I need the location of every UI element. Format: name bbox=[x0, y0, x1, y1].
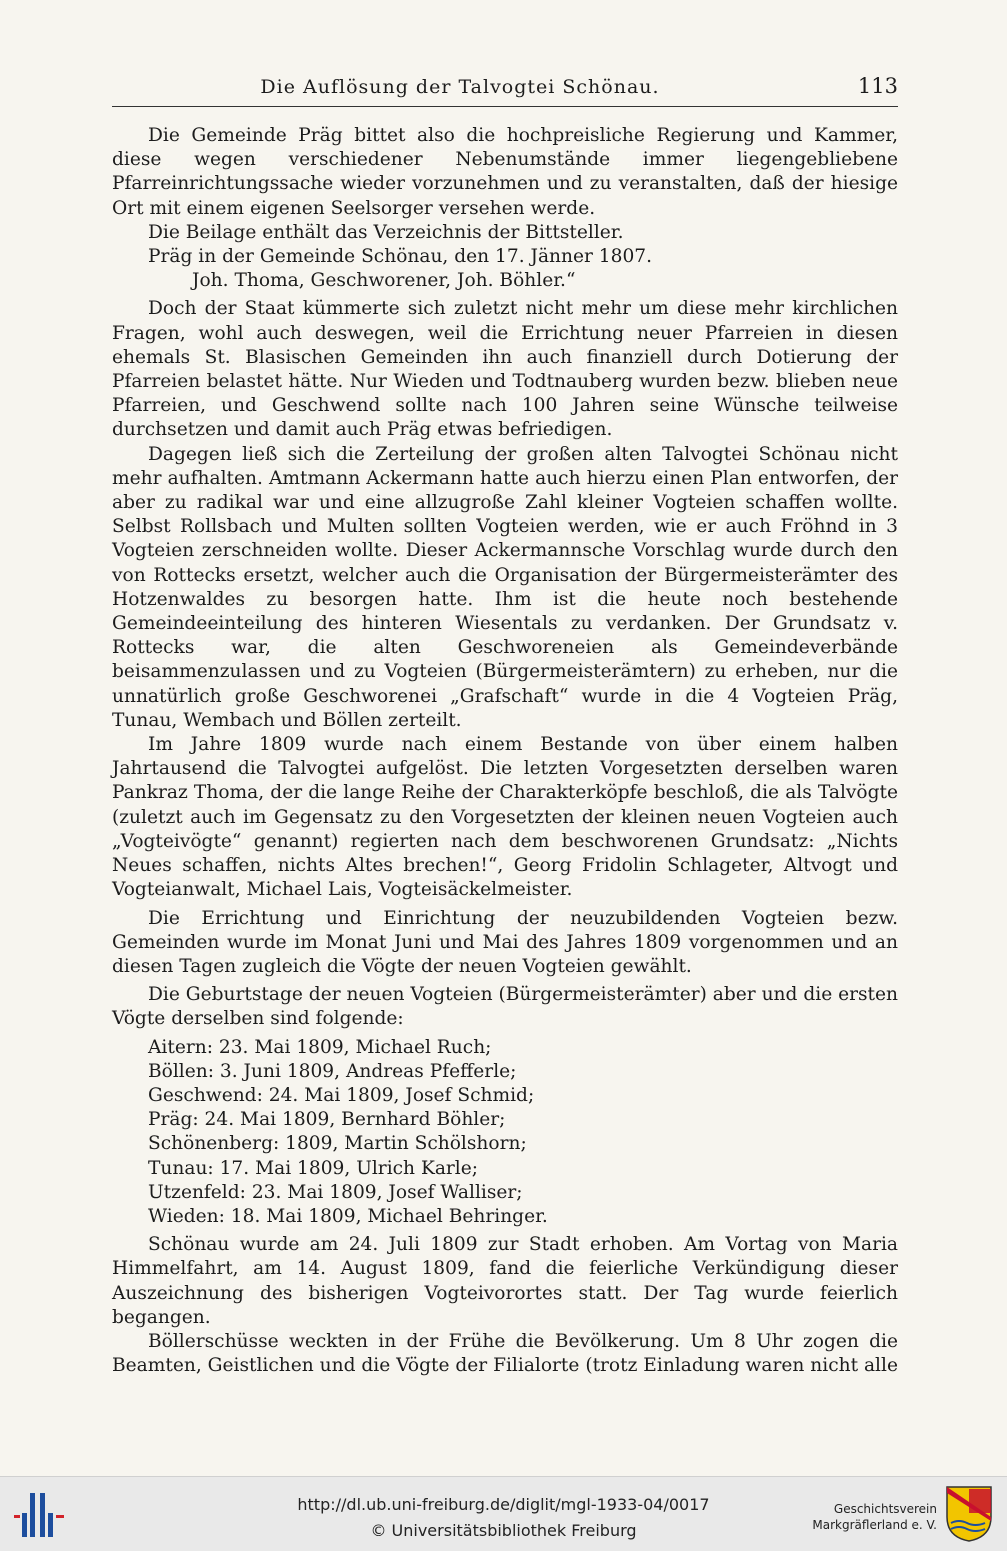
paragraph: Böllerschüsse weckten in der Frühe die Bevölkerung. Um 8 Uhr zogen die Beamten, Geistlichen und die Vögte der Filialorte (trotz Einladung waren nicht alle bbox=[112, 1330, 898, 1377]
body-text bbox=[112, 124, 898, 1378]
digital-library-link[interactable]: http://dl.ub.uni-freiburg.de/diglit/mgl-1933-04/0017 bbox=[297, 1495, 710, 1514]
paragraph: Die Errichtung und Einrichtung der neuzubildenden Vogteien bezw. Gemeinden wurde im Monat Juni und Mai des Jahres 1809 vorgenommen und an diesen Tagen zugleich die Vögte der neuen Vogteien gewählt. bbox=[112, 907, 898, 977]
list-item: Tunau: 17. Mai 1809, Ulrich Karle; bbox=[148, 1157, 479, 1179]
society-name bbox=[812, 1501, 937, 1533]
copyright-notice: © Universitätsbibliothek Freiburg bbox=[370, 1521, 637, 1540]
list-item: Böllen: 3. Juni 1809, Andreas Pfefferle; bbox=[148, 1060, 517, 1082]
paragraph: Schönau wurde am 24. Juli 1809 zur Stadt erhoben. Am Vortag von Maria Himmelfahrt, am 14. August 1809, fand die feierliche Verkündigung dieser Auszeichnung des bisherigen Vogteivorortes statt. Der Tag wurde feierlich begangen. bbox=[112, 1234, 898, 1328]
vogteien-list bbox=[112, 1036, 898, 1230]
list-item: Utzenfeld: 23. Mai 1809, Josef Walliser; bbox=[148, 1181, 523, 1203]
paragraph: Dagegen ließ sich die Zerteilung der großen alten Talvogtei Schönau nicht mehr aufhalten. Amtmann Ackermann hatte auch hierzu einen Plan entworfen, der aber zu radikal war und eine allzugroße Zahl kleiner Vogteien schaffen wollte. Selbst Rollsbach und Multen sollten Vogteien werden, wie er auch Fröhnd in 3 Vogteien zerschneiden wollte. Dieser Ackermannsche Vorschlag wurde durch den von Rottecks ersetzt, welcher auch die Organisation der Bürgermeisterämter des Hotzenwaldes zu besorgen hatte. Ihm ist die heute noch bestehende Gemeindeeinteilung des hinteren Wiesentals zu verdanken. Der Grundsatz v. Rottecks war, die alten Geschworeneien als Gemeindeverbände beisammenzulassen und zu Vogteien (Bürgermeisterämtern) zu erheben, nur die unnatürlich große Geschworenei „Grafschaft“ wurde in die 4 Vogteien Präg, Tunau, Wembach und Böllen zerteilt. bbox=[112, 443, 898, 731]
paragraph: Doch der Staat kümmerte sich zuletzt nicht mehr um diese mehr kirchlichen Fragen, wohl auch deswegen, weil die Errichtung neuer Pfarreien in diesen ehemals St. Blasischen Gemeinden ihn auch finanziell durch Dotierung der Pfarreien belastet hätte. Nur Wieden und Todtnauberg wurden bezw. blieben neue Pfarreien, und Geschwend sollte nach 100 Jahren seine Wünsche teilweise durchsetzen und damit auch Präg etwas befriedigen. bbox=[112, 298, 898, 441]
running-head bbox=[112, 72, 898, 107]
paragraph: Die Gemeinde Präg bittet also die hochpreisliche Regierung und Kammer, diese wegen verschiedener Nebenumstände immer liegengebliebene Pfarreinrichtungssache wieder vorzunehmen und zu veranstalten, daß der hiesige Ort mit einem eigenen Seelsorger versehen werde. bbox=[112, 125, 898, 219]
running-title: Die Auflösung der Talvogtei Schönau. bbox=[260, 76, 660, 98]
list-item: Wieden: 18. Mai 1809, Michael Behringer. bbox=[148, 1205, 548, 1227]
list-item: Geschwend: 24. Mai 1809, Josef Schmid; bbox=[148, 1084, 535, 1106]
paragraph: Im Jahre 1809 wurde nach einem Bestande von über einem halben Jahrtausend die Talvogtei aufgelöst. Die letzten Vorgesetzten derselben waren Pankraz Thoma, der die lange Reihe der Charakterköpfe beschloß, die als Talvögte (zuletzt auch im Gegensatz zu den Vorgesetzten der kleinen neuen Vogteien auch „Vogteivögte“ genannt) regierten nach dem beschworenen Grundsatz: „Nichts Neues schaffen, nichts Altes brechen!“, Georg Fridolin Schlageter, Altvogt und Vogteianwalt, Michael Lais, Vogteisäckelmeister. bbox=[112, 734, 898, 901]
society-line: Geschichtsverein bbox=[833, 1502, 937, 1516]
list-item: Aitern: 23. Mai 1809, Michael Ruch; bbox=[148, 1036, 492, 1058]
society-line: Markgräflerland e. V. bbox=[812, 1518, 937, 1532]
paragraph: Präg in der Gemeinde Schönau, den 17. Jänner 1807. bbox=[148, 246, 653, 268]
footer-bar bbox=[0, 1476, 1007, 1551]
list-item: Präg: 24. Mai 1809, Bernhard Böhler; bbox=[148, 1109, 506, 1131]
paragraph: Die Beilage enthält das Verzeichnis der Bittsteller. bbox=[148, 221, 624, 243]
paragraph: Die Geburtstage der neuen Vogteien (Bürgermeisterämter) aber und die ersten Vögte derselben sind folgende: bbox=[112, 984, 898, 1030]
list-item: Schönenberg: 1809, Martin Schölshorn; bbox=[148, 1133, 527, 1155]
page-number: 113 bbox=[857, 74, 898, 98]
signature-line: Joh. Thoma, Geschworener, Joh. Böhler.“ bbox=[192, 270, 576, 292]
coat-of-arms-icon bbox=[945, 1485, 993, 1543]
